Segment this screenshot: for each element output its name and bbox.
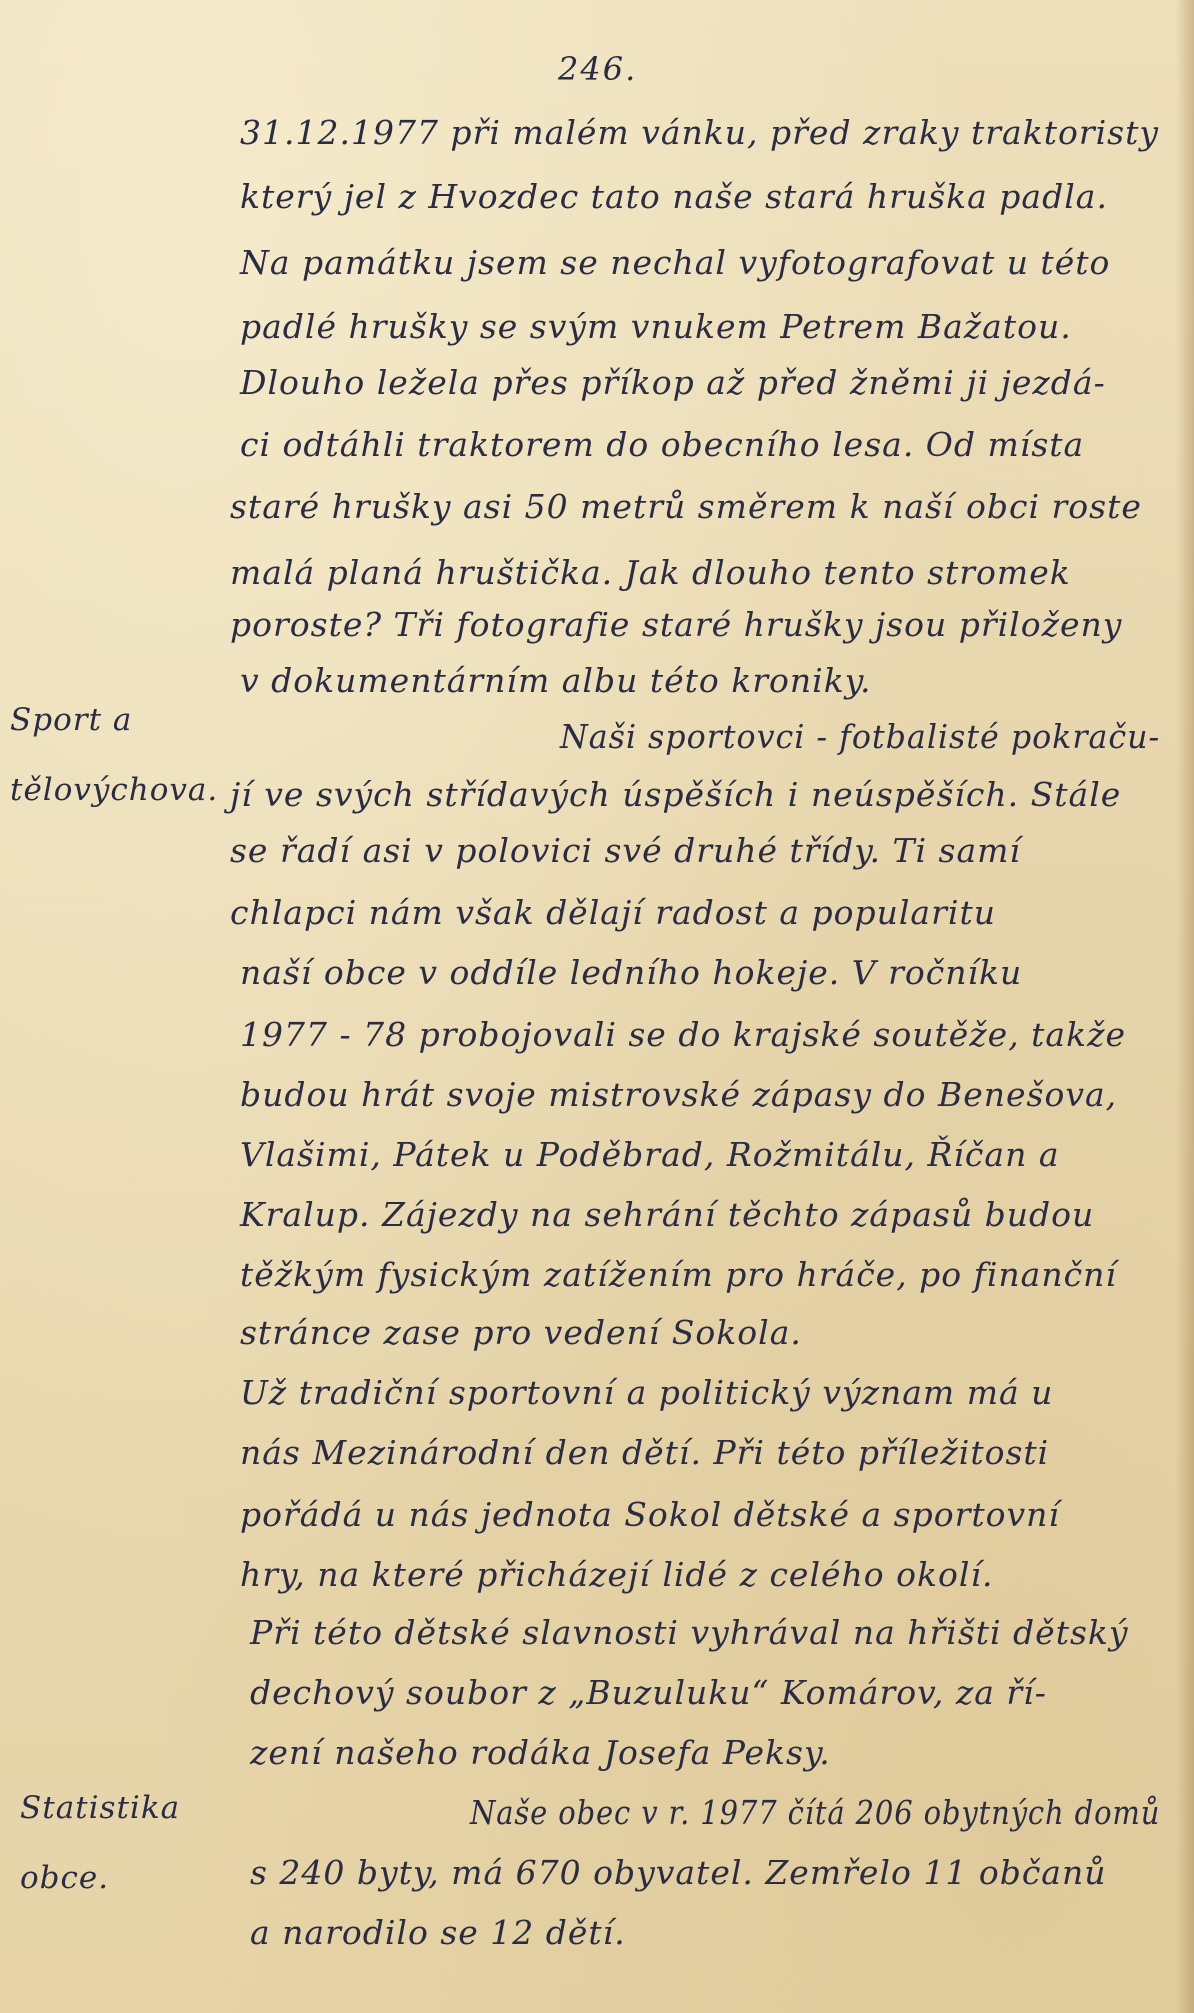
margin-note-sport: Sport a (10, 702, 133, 738)
text-line: 1977 - 78 probojovali se do krajské soutěže, takže (240, 1015, 1127, 1054)
text-line: stránce zase pro vedení Sokola. (240, 1313, 802, 1352)
text-line: budou hrát svoje mistrovské zápasy do Benešova, (240, 1075, 1118, 1114)
text-line: Naši sportovci - fotbalisté pokraču- (560, 717, 1161, 756)
text-line: Naše obec v r. 1977 čítá 206 obytných domů (470, 1793, 1161, 1832)
page-number: 246. (558, 50, 638, 88)
margin-note-obce: obce. (20, 1860, 110, 1896)
text-line: a narodilo se 12 dětí. (250, 1913, 626, 1952)
margin-note-telovychova: tělovýchova. (10, 772, 219, 808)
text-line: Už tradiční sportovní a politický význam má u (240, 1373, 1054, 1412)
text-line: naší obce v oddíle ledního hokeje. V ročníku (240, 953, 1023, 992)
text-line: nás Mezinárodní den dětí. Při této příležitosti (240, 1433, 1050, 1472)
text-line: staré hrušky asi 50 metrů směrem k naší obci roste (230, 487, 1142, 526)
text-line: poroste? Tři fotografie staré hrušky jsou přiloženy (230, 605, 1123, 644)
text-line: Při této dětské slavnosti vyhrával na hřišti dětský (250, 1613, 1129, 1652)
text-line: těžkým fysickým zatížením pro hráče, po finanční (240, 1255, 1117, 1294)
margin-note-statistika: Statistika (20, 1790, 181, 1826)
text-line: Dlouho ležela přes příkop až před žněmi ji jezdá- (240, 363, 1106, 402)
text-line: jí ve svých střídavých úspěších i neúspěších. Stále (230, 775, 1122, 814)
text-line: s 240 byty, má 670 obyvatel. Zemřelo 11 občanů (250, 1853, 1107, 1892)
text-line: 31.12.1977 při malém vánku, před zraky traktoristy (240, 113, 1160, 152)
text-line: pořádá u nás jednota Sokol dětské a sportovní (240, 1495, 1060, 1534)
text-line: zení našeho rodáka Josefa Peksy. (250, 1733, 831, 1772)
text-line: Na památku jsem se nechal vyfotografovat u této (240, 243, 1111, 282)
text-line: v dokumentárním albu této kroniky. (240, 661, 872, 700)
text-line: Kralup. Zájezdy na sehrání těchto zápasů budou (240, 1195, 1095, 1234)
text-line: který jel z Hvozdec tato naše stará hruška padla. (240, 177, 1108, 216)
text-line: padlé hrušky se svým vnukem Petrem Bažatou. (240, 307, 1072, 346)
text-line: ci odtáhli traktorem do obecního lesa. Od místa (240, 425, 1085, 464)
text-line: dechový soubor z „Buzuluku“ Komárov, za ří- (250, 1673, 1047, 1712)
text-line: malá planá hruštička. Jak dlouho tento stromek (230, 553, 1071, 592)
text-line: hry, na které přicházejí lidé z celého okolí. (240, 1555, 994, 1594)
text-line: chlapci nám však dělají radost a popularitu (230, 893, 996, 932)
text-line: se řadí asi v polovici své druhé třídy. Ti samí (230, 831, 1021, 870)
text-line: Vlašimi, Pátek u Poděbrad, Rožmitálu, Říčan a (240, 1135, 1060, 1174)
page-binding-shadow (1176, 0, 1194, 2013)
